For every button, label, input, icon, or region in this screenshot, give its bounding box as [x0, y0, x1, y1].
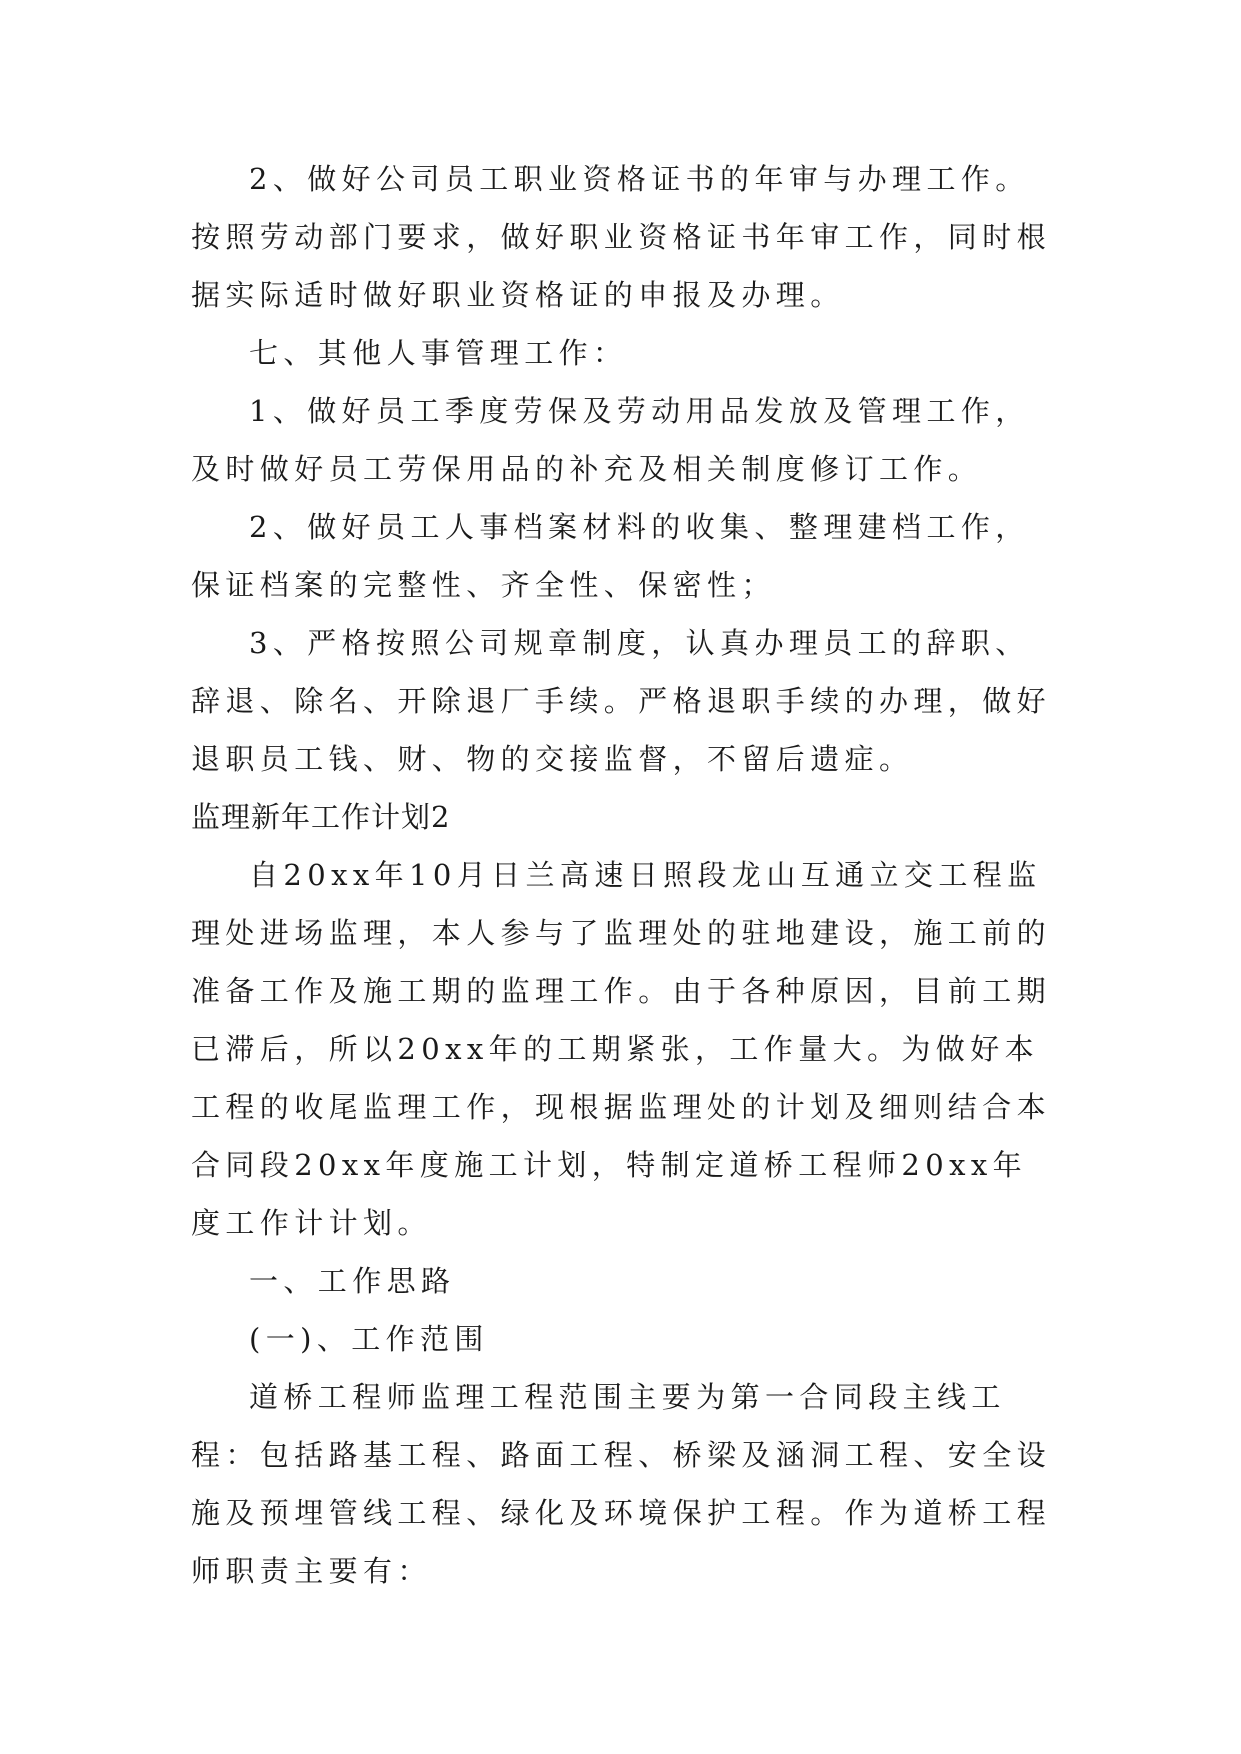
paragraph-labor-protection: 1、做好员工季度劳保及劳动用品发放及管理工作，及时做好员工劳保用品的补充及相关制度修订工作。 — [191, 394, 1030, 486]
document-title-plan-2: 监理新年工作计划2 — [191, 800, 451, 834]
paragraph-certificate-review: 2、做好公司员工职业资格证书的年审与办理工作。按照劳动部门要求，做好职业资格证书年审工作，同时根据实际适时做好职业资格证的申报及办理。 — [191, 162, 1052, 312]
paragraph-personnel-archives: 2、做好员工人事档案材料的收集、整理建档工作，保证档案的完整性、齐全性、保密性； — [191, 510, 1030, 602]
section-heading-other-hr-work: 七、其他人事管理工作： — [249, 336, 628, 370]
paragraph-resignation-procedures: 3、严格按照公司规章制度，认真办理员工的辞职、辞退、除名、开除退厂手续。严格退职手续的办理，做好退职员工钱、财、物的交接监督，不留后遗症。 — [191, 626, 1052, 776]
subsection-heading-work-scope: (一)、工作范围 — [249, 1322, 489, 1356]
section-heading-work-approach: 一、工作思路 — [249, 1264, 456, 1298]
document-body — [191, 150, 1053, 1600]
paragraph-scope-details: 道桥工程师监理工程范围主要为第一合同段主线工程：包括路基工程、路面工程、桥梁及涵洞工程、安全设施及预埋管线工程、绿化及环境保护工程。作为道桥工程师职责主要有： — [191, 1380, 1052, 1588]
paragraph-project-intro: 自20xx年10月日兰高速日照段龙山互通立交工程监理处进场监理，本人参与了监理处的驻地建设，施工前的准备工作及施工期的监理工作。由于各种原因，目前工期已滞后，所以20xx年的工期紧张，工作量大。为做好本工程的收尾监理工作，现根据监理处的计划及细则结合本合同段20xx年度施工计划，特制定道桥工程师20xx年度工作计计划。 — [191, 858, 1052, 1240]
